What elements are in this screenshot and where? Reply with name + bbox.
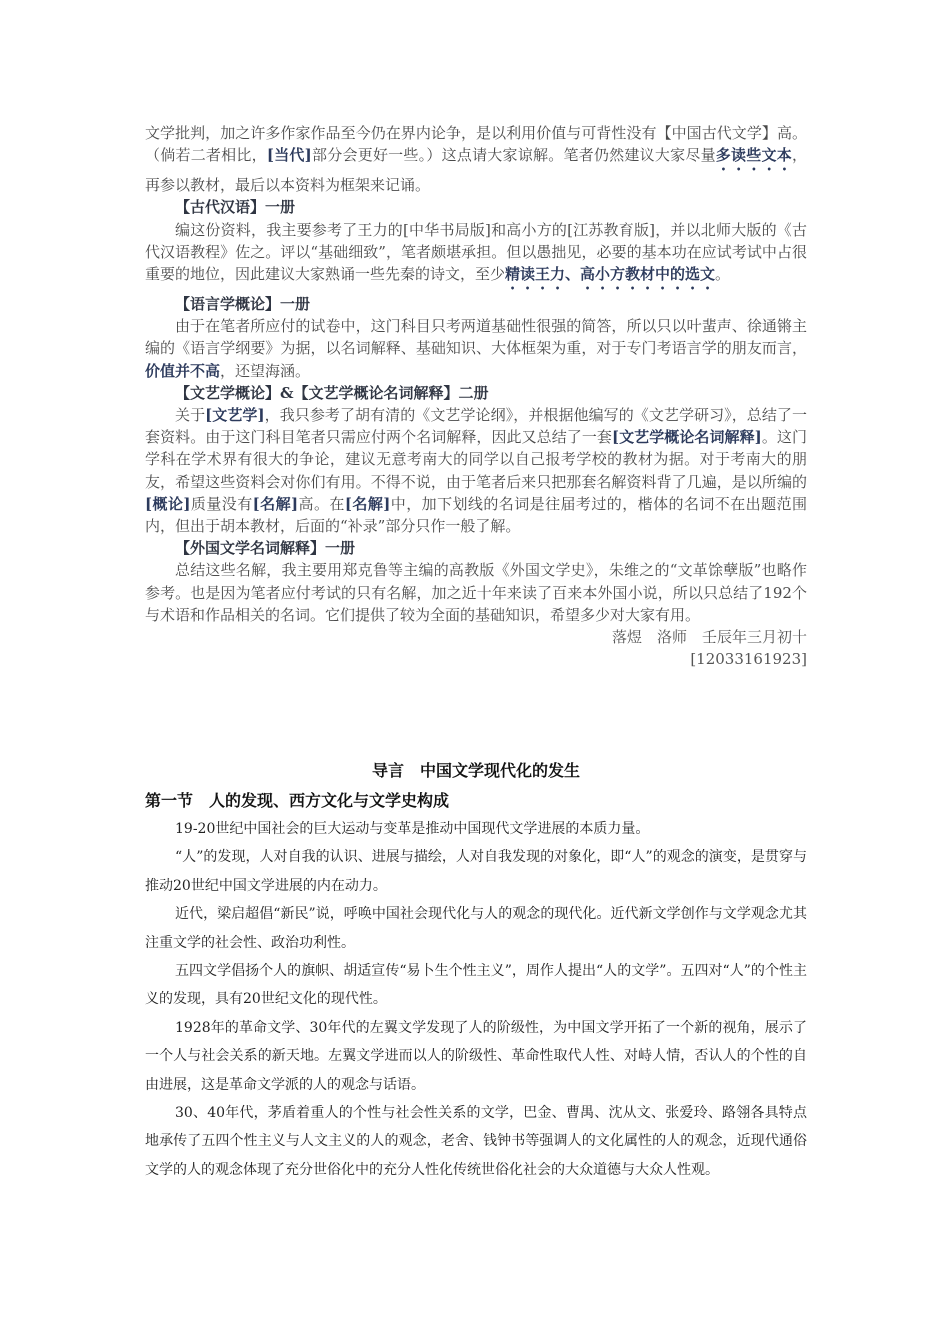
emphasis-text: [文艺学] (205, 406, 265, 425)
preface-paragraph: 文学批判，加之许多作家作品至今仍在界内论争，是以利用价值与可背性没有【中国古代文学】高。（倘若二者相比，[当代]部分会更好一些。）这点请大家谅解。笔者仍然建议大家尽量多读些文本，再参以教材，最后以本资料为框架来记诵。 (145, 124, 807, 195)
document-code: [12033161923] (690, 650, 807, 669)
emphasis-text: [名解] (344, 494, 391, 513)
preface-heading: 【文艺学概论】&【文艺学概论名词解释】二册 (175, 383, 489, 402)
chapter-title: 导言 中国文学现代化的发生 (371, 761, 580, 780)
emphasis-text: [文艺学概论名词解释] (611, 428, 762, 447)
signature: 落煜 洛师 壬辰年三月初十 (611, 628, 807, 647)
body-paragraph: 1928年的革命文学、30年代的左翼文学发现了人的阶级性，为中国文学开拓了一个新的视角，展示了一个人与社会关系的新天地。左翼文学进而以人的阶级性、革命性取代人性、对峙人情，否认人的个性的自由进展，这是革命文学派的人的观念与话语。 (145, 1019, 807, 1093)
body-paragraph: 五四文学倡扬个人的旗帜、胡适宣传“易卜生个性主义”，周作人提出“人的文学”。五四对“人”的个性主义的发现，具有20世纪文化的现代性。 (145, 963, 807, 1008)
emphasis-text: [当代] (266, 146, 312, 165)
preface-heading: 【外国文学名词解释】一册 (175, 539, 356, 558)
preface-paragraph: 由于在笔者所应付的试卷中，这门科目只考两道基础性很强的简答，所以只以叶蜚声、徐通锵主编的《语言学纲要》为据，以名词解释、基础知识、大体框架为重，对于专门考语言学的朋友而言，价值并不高，还望海涵。 (145, 317, 807, 380)
dotted-emphasis-text: 多读些文本 (715, 146, 792, 165)
emphasis-text: [名解] (252, 494, 299, 513)
preface-paragraph: 编这份资料，我主要参考了王力的[中华书局版]和高小方的[江苏教育版]，并以北师大版的《古代汉语教程》佐之。评以“基础细致”，笔者颇堪承担。但以愚拙见，必要的基本功在应试考试中占很重要的地位，因此建议大家熟诵一些先秦的诗文，至少精读王力、高小方教材中的选文。 (145, 220, 807, 284)
preface-heading: 【古代汉语】一册 (175, 198, 296, 217)
body-paragraph: 近代，梁启超倡“新民”说，呼唤中国社会现代化与人的观念的现代化。近代新文学创作与文学观念尤其注重文学的社会性、政治功利性。 (145, 906, 807, 951)
body-paragraph: “人”的发现，人对自我的认识、进展与描绘，人对自我发现的对象化，即“人”的观念的演变，是贯穿与推动20世纪中国文学进展的内在动力。 (145, 849, 807, 894)
preface-heading: 【语言学概论】一册 (175, 295, 311, 314)
preface-paragraph: 关于[文艺学]，我只参考了胡有清的《文艺学论纲》，并根据他编写的《文艺学研习》，总结了一套资料。由于这门科目笔者只需应付两个名词解释，因此又总结了一套[文艺学概论名词解释]。这门学科在学术界有很大的争论，建议无意考南大的同学以自己报考学校的教材为据。对于考南大的朋友，希望这些资料会对你们有用。不得不说，由于笔者后来只把那套名解资料背了几遍，是以所编的[概论]质量没有[名解]高。在[名解]中，加下划线的名词是往届考过的，楷体的名词不在出题范围内，但出于胡本教材，后面的“补录”部分只作一般了解。 (145, 406, 807, 536)
body-paragraph: 30、40年代，茅盾着重人的个性与社会性关系的文学，巴金、曹禺、沈从文、张爱玲、路翎各具特点地承传了五四个性主义与人文主义的人的观念，老舍、钱钟书等强调人的文化属性的人的观念，近现代通俗文学的人的观念体现了充分世俗化中的充分人性化传统世俗化社会的大众道德与大众人性观。 (145, 1105, 807, 1178)
emphasis-text: [概论] (145, 494, 191, 513)
section-title: 第一节 人的发现、西方文化与文学史构成 (145, 791, 450, 810)
body-paragraph: 19-20世纪中国社会的巨大运动与变革是推动中国现代文学进展的本质力量。 (175, 821, 650, 837)
preface-paragraph: 总结这些名解，我主要用郑克鲁等主编的高教版《外国文学史》，朱维之的“文革馀孽版”也略作参考。也是因为笔者应付考试的只有名解，加之近十年来读了百来本外国小说，所以只总结了192个与术语和作品相关的名词。它们提供了较为全面的基础知识，希望多少对大家有用。 (145, 561, 807, 624)
body-text (145, 815, 807, 1184)
preface-section (145, 122, 807, 670)
dotted-emphasis-text: 精读王力、高小方教材中的选文 (505, 265, 716, 284)
emphasis-text: 价值并不高 (145, 361, 221, 380)
